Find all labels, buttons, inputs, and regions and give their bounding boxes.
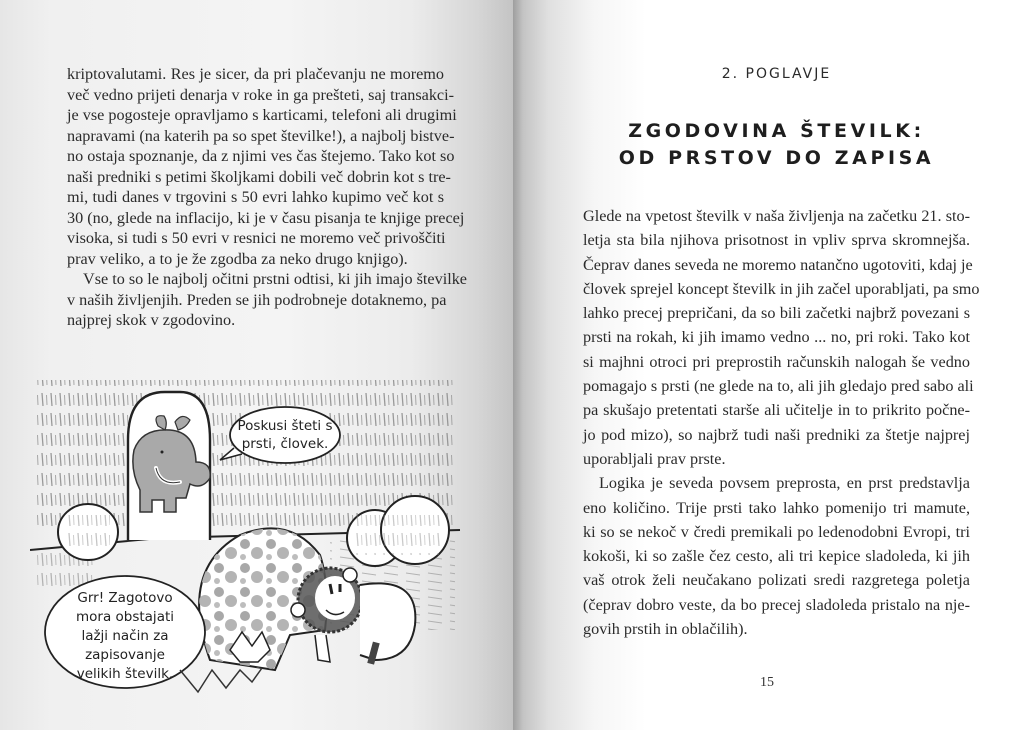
paragraph [67, 64, 465, 269]
right-page-body [583, 204, 980, 641]
bubble-caveman-line: zapisovanje [85, 647, 165, 663]
text-line: v naših življenjih. Preden se jih podrobneje dotaknemo, pa [67, 290, 447, 309]
text-line: Logika je seveda povsem preprosta, en prst predstavlja [599, 474, 970, 493]
text-line: napravami (na katerih pa so spet številke!), a najbolj bistve- [67, 126, 455, 145]
text-line: jo pod mizo), so najbrž tudi naši predniki za štetje najprej [583, 425, 970, 444]
page-number: 15 [760, 675, 774, 690]
text-line: kokoši, ki so zašle čez cesto, ali tri kepice sladoleda, ki jih [583, 547, 970, 566]
paragraph [583, 471, 970, 641]
text-line: človek sprejel koncept številk in jih začel uporabljati, pa smo [583, 279, 980, 298]
chapter-title-line: OD PRSTOV DO ZAPISA [618, 147, 935, 169]
text-line: prav veliko, a to je že zgodba za neko drugo knjigo). [67, 249, 408, 268]
text-line: več vedno prijeti denarja v roke in ga prešteti, saj transakci- [67, 85, 454, 104]
chapter-title-line: ZGODOVINA ŠTEVILK: [628, 120, 925, 142]
caveman-mammoth-illustration [30, 370, 470, 700]
text-line: ki so se nekoč v čredi premikali po ledenodobni Evropi, tri [583, 522, 970, 541]
left-page-body [67, 64, 467, 331]
text-line: Vse to so le najbolj očitni prstni odtisi, ki jih imajo številke [83, 270, 467, 288]
text-line: najprej skok v zgodovino. [67, 311, 236, 329]
text-line: pomagajo s prsti (ne glede na to, ali jih gledajo pred sabo ali [583, 377, 974, 396]
chapter-label: 2. POGLAVJE [721, 66, 832, 82]
bubble-mammoth-line: Poskusi šteti s [237, 418, 333, 434]
text-line: letja sta bila njihova prisotnost in vpliv sprva skromnejša. [583, 231, 970, 250]
text-line: govih prstih in oblačilih). [583, 620, 748, 639]
text-line: mi, tudi danes v trgovini s 50 evri lahko kupimo več kot s [67, 188, 444, 206]
text-line: pa skušajo pretentati starše ali učitelje in to prikrito počne- [583, 401, 970, 420]
text-line: uporabljali prav prste. [583, 449, 726, 468]
text-line: Glede na vpetost številk v naša življenja na začetku 21. sto- [583, 207, 970, 225]
text-line: Čeprav danes seveda ne moremo natančno ugotoviti, kdaj je [583, 255, 973, 274]
text-line: 30 (no, glede na inflacijo, ki je v času pisanja te knjige precej [67, 208, 465, 227]
text-line: je vse pogosteje opravljamo s karticami, telefoni ali drugimi [67, 106, 457, 124]
text-line: visoka, si tudi s 50 evri v resnici ne moremo več privoščiti [67, 229, 446, 247]
text-line: si majhni otroci pri preprostih računskih nalogah še vedno [583, 352, 970, 371]
bubble-caveman-line: Grr! Zagotovo [77, 590, 173, 606]
text-line: kriptovalutami. Res je sicer, da pri plačevanju ne moremo [67, 65, 444, 83]
text-line: prsti na rokah, ki jih imamo vedno ... no, pri roki. Tako kot [583, 328, 970, 347]
speech-bubble-mammoth [230, 407, 340, 463]
bubble-mammoth-line: prsti, človek. [241, 436, 329, 452]
text-line: no ostaja spoznanje, da z njimi ves čas štejemo. Tako kot so [67, 147, 455, 165]
paragraph [583, 204, 980, 471]
bubble-caveman-line: lažji način za [81, 628, 169, 644]
text-line: vaš otrok želi neučakano polizati sredi razgretega poletja [583, 571, 970, 590]
text-line: lahko precej prepričani, da so bili začetki najbrž povezani s [583, 304, 970, 323]
bubble-caveman-line: mora obstajati [75, 609, 175, 625]
text-line: (čeprav dobro veste, da bo precej sladoleda pristalo na nje- [583, 595, 970, 614]
paragraph [67, 269, 467, 331]
text-line: eno količino. Trije prsti tako lahko pomenijo tri mamute, [583, 498, 970, 517]
chapter-title [583, 118, 970, 172]
text-line: naši predniki s petimi školjkami dobili več dobrin kot s tre- [67, 167, 451, 186]
bubble-caveman-line: velikih številk. [76, 666, 174, 682]
